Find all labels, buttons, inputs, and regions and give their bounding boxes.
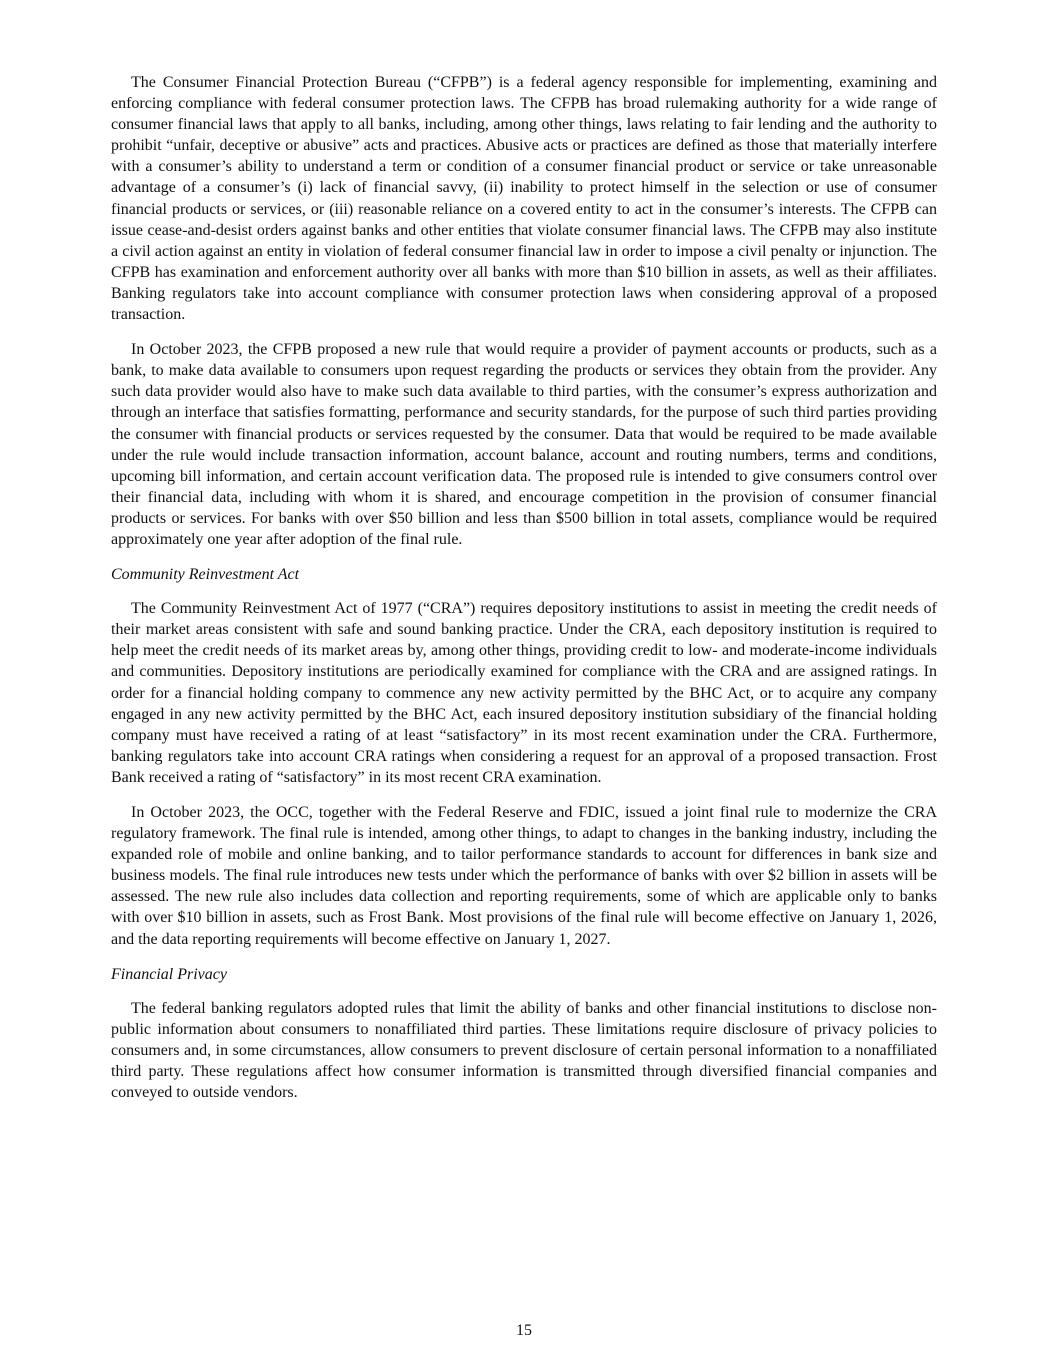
page-number: 15 — [516, 1322, 532, 1339]
paragraph-privacy-body: The federal banking regulators adopted rules that limit the ability of banks and other financial institutions to disclose non-public information about consumers to nonaffiliated third parties. These limitations require disclosure of privacy policies to consumers and, in some circumstances, allow consumers to prevent disclosure of certain personal information to a nonaffiliated third party. These regulations affect how consumer information is transmitted through diversified financial companies and conveyed to outside vendors. — [111, 999, 937, 1102]
section-heading-privacy: Financial Privacy — [111, 965, 227, 983]
paragraph-cra-body: The Community Reinvestment Act of 1977 (“CRA”) requires depository institutions to assist in meeting the credit needs of their market areas consistent with safe and sound banking practice. Under the CRA, each depository institution is required to help meet the credit needs of its market areas by, among other things, providing credit to low- and moderate-income individuals and communities. Depository institutions are periodically examined for compliance with the CRA and are assigned ratings. In order for a financial holding company to commence any new activity permitted by the BHC Act, or to acquire any company engaged in any new activity permitted by the BHC Act, each insured depository institution subsidiary of the financial holding company must have received a rating of at least “satisfactory” in its most recent examination under the CRA. Furthermore, banking regulators take into account CRA ratings when considering a request for an approval of a proposed transaction. Frost Bank received a rating of “satisfactory” in its most recent CRA examination. — [111, 600, 937, 786]
section-heading-cra: Community Reinvestment Act — [111, 566, 300, 584]
paragraph-cfpb-intro: The Consumer Financial Protection Bureau (“CFPB”) is a federal agency responsible for implementing, examining and enforcing compliance with federal consumer protection laws. The CFPB has broad rulemaking authority for a wide range of consumer financial laws that apply to all banks, including, among other things, laws relating to fair lending and the authority to prohibit “unfair, deceptive or abusive” acts and practices. Abusive acts or practices are defined as those that materially interfere with a consumer’s ability to understand a term or condition of a consumer financial product or service or take unreasonable advantage of a consumer’s (i) lack of financial savvy, (ii) inability to protect himself in the selection or use of consumer financial products or services, or (iii) reasonable reliance on a covered entity to act in the consumer’s interests. The CFPB can issue cease-and-desist orders against banks and other entities that violate consumer financial laws. The CFPB may also institute a civil action against an entity in violation of federal consumer financial law in order to impose a civil penalty or injunction. The CFPB has examination and enforcement authority over all banks with more than $10 billion in assets, as well as their affiliates. Banking regulators take into account compliance with consumer protection laws when considering approval of a proposed transaction. — [111, 74, 937, 324]
document-page — [111, 72, 937, 1117]
paragraph-cra-rule-2023: In October 2023, the OCC, together with the Federal Reserve and FDIC, issued a joint final rule to modernize the CRA regulatory framework. The final rule is intended, among other things, to adapt to changes in the banking industry, including the expanded role of mobile and online banking, and to tailor performance standards to account for differences in bank size and business models. The final rule introduces new tests under which the performance of banks with over $2 billion in assets will be assessed. The new rule also includes data collection and reporting requirements, some of which are applicable only to banks with over $10 billion in assets, such as Frost Bank. Most provisions of the final rule will become effective on January 1, 2026, and the data reporting requirements will become effective on January 1, 2027. — [111, 804, 937, 948]
paragraph-cfpb-rule-2023: In October 2023, the CFPB proposed a new rule that would require a provider of payment accounts or products, such as a bank, to make data available to consumers upon request regarding the products or services they obtain from the provider. Any such data provider would also have to make such data available to third parties, with the consumer’s express authorization and through an interface that satisfies formatting, performance and security standards, for the purpose of such third parties providing the consumer with financial products or services requested by the consumer. Data that would be required to be made available under the rule would include transaction information, account balance, account and routing numbers, terms and conditions, upcoming bill information, and certain account verification data. The proposed rule is intended to give consumers control over their financial data, including with whom it is shared, and encourage competition in the provision of consumer financial products or services. For banks with over $50 billion and less than $500 billion in total assets, compliance would be required approximately one year after adoption of the final rule. — [111, 341, 937, 548]
